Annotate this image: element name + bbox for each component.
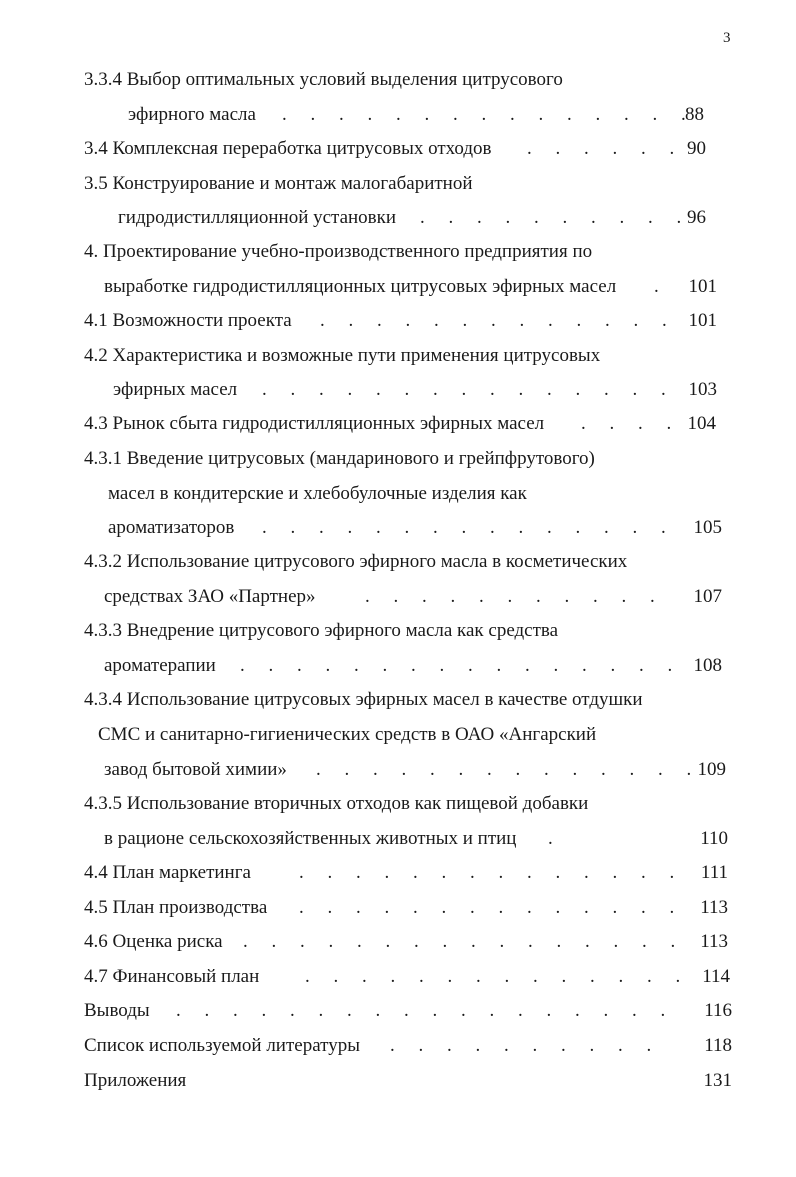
- toc-entry-4-3-5-line-2: в рационе сельскохозяйственных животных и птиц: [104, 828, 517, 849]
- toc-entry-4-5: 4.5 План производства: [84, 897, 268, 918]
- toc-page-number: 116: [704, 1000, 732, 1021]
- toc-dot-leader: . . . . . . . . . . . . . . . .: [240, 655, 673, 676]
- toc-dot-leader: .: [654, 276, 659, 297]
- toc-page-number: 108: [693, 655, 722, 676]
- toc-entry-4-3-4-line-1: 4.3.4 Использование цитрусовых эфирных масел в качестве отдушки: [84, 689, 643, 710]
- toc-dot-leader: . . . . . . . . . . . . . . .: [262, 517, 666, 538]
- toc-entry-conclusions: Выводы: [84, 1000, 150, 1021]
- toc-dot-leader: . . . . . . . . . .: [390, 1035, 652, 1056]
- toc-page-number: 113: [700, 897, 728, 918]
- toc-entry-4-3-1-line-1: 4.3.1 Введение цитрусовых (мандаринового и грейпфрутового): [84, 448, 595, 469]
- toc-dot-leader: . . . . . . . . . .: [420, 207, 682, 228]
- toc-page-number: 96: [687, 207, 706, 228]
- toc-page-number: 118: [704, 1035, 732, 1056]
- toc-dot-leader: . . . . . . . . . . . . . . .: [282, 104, 686, 125]
- toc-entry-4-3-2-line-1: 4.3.2 Использование цитрусового эфирного масла в косметических: [84, 551, 628, 572]
- toc-dot-leader: . . . . . .: [527, 138, 675, 159]
- toc-page-number: 103: [688, 379, 717, 400]
- toc-entry-4-3: 4.3 Рынок сбыта гидродистилляционных эфирных масел: [84, 413, 545, 434]
- toc-entry-3-4: 3.4 Комплексная переработка цитрусовых отходов: [84, 138, 492, 159]
- page-number: 3: [723, 30, 731, 46]
- toc-page-number: 101: [688, 310, 717, 331]
- toc-page-number: 110: [700, 828, 728, 849]
- toc-page-number: 104: [687, 413, 716, 434]
- toc-entry-4-7: 4.7 Финансовый план: [84, 966, 260, 987]
- toc-entry-4-3-3-line-1: 4.3.3 Внедрение цитрусового эфирного масла как средства: [84, 620, 559, 641]
- toc-dot-leader: . . . . . . . . . . . . . . . . . .: [176, 1000, 666, 1021]
- toc-page-number: 101: [688, 276, 717, 297]
- toc-page-number: 131: [703, 1070, 732, 1091]
- toc-dot-leader: . . . .: [581, 413, 672, 434]
- toc-entry-4-3-1-line-2: масел в кондитерские и хлебобулочные изделия как: [108, 483, 527, 504]
- toc-entry-4-1: 4.1 Возможности проекта: [84, 310, 292, 331]
- toc-entry-4-3-5-line-1: 4.3.5 Использование вторичных отходов как пищевой добавки: [84, 793, 589, 814]
- toc-dot-leader: . . . . . . . . . . . . . . . .: [243, 931, 676, 952]
- toc-page-number: 107: [693, 586, 722, 607]
- toc-entry-3-5-line-2: гидродистилляционной установки: [118, 207, 397, 228]
- toc-entry-3-3-4-line-2: эфирного масла: [128, 104, 256, 125]
- toc-entry-appendices: Приложения: [84, 1070, 187, 1091]
- toc-dot-leader: . . . . . . . . . . .: [365, 586, 655, 607]
- toc-entry-4-3-4-line-2: СМС и санитарно-гигиенических средств в ОАО «Ангарский: [98, 724, 597, 745]
- toc-entry-4-2-line-2: эфирных масел: [113, 379, 238, 400]
- toc-entry-3-5-line-1: 3.5 Конструирование и монтаж малогабаритной: [84, 173, 473, 194]
- toc-entry-4-4: 4.4 План маркетинга: [84, 862, 251, 883]
- toc-entry-4-3-1-line-3: ароматизаторов: [108, 517, 235, 538]
- toc-page-number: 111: [700, 862, 728, 883]
- toc-page-number: 105: [693, 517, 722, 538]
- toc-dot-leader: . . . . . . . . . . . . . .: [316, 759, 692, 780]
- toc-page-number: 113: [700, 931, 728, 952]
- toc-dot-leader: . . . . . . . . . . . . . .: [305, 966, 681, 987]
- toc-dot-leader: . . . . . . . . . . . . . .: [299, 862, 675, 883]
- toc-dot-leader: . . . . . . . . . . . . . . .: [262, 379, 666, 400]
- toc-dot-leader: .: [548, 828, 553, 849]
- toc-entry-4-line-2: выработке гидродистилляционных цитрусовых эфирных масел: [104, 276, 617, 297]
- toc-entry-3-3-4-line-1: 3.3.4 Выбор оптимальных условий выделения цитрусового: [84, 69, 563, 90]
- toc-page-number: 109: [697, 759, 726, 780]
- toc-entry-4-2-line-1: 4.2 Характеристика и возможные пути применения цитрусовых: [84, 345, 601, 366]
- toc-dot-leader: . . . . . . . . . . . . . .: [299, 897, 675, 918]
- toc-entry-4-6: 4.6 Оценка риска: [84, 931, 223, 952]
- toc-entry-4-line-1: 4. Проектирование учебно-производственного предприятия по: [84, 241, 593, 262]
- toc-entry-4-3-4-line-3: завод бытовой химии»: [104, 759, 287, 780]
- toc-page-number: 114: [702, 966, 730, 987]
- toc-page-number: 88: [685, 104, 704, 125]
- toc-entry-4-3-3-line-2: ароматерапии: [104, 655, 216, 676]
- toc-page-number: 90: [687, 138, 706, 159]
- toc-dot-leader: . . . . . . . . . . . . .: [320, 310, 667, 331]
- toc-entry-bibliography: Список используемой литературы: [84, 1035, 360, 1056]
- toc-entry-4-3-2-line-2: средствах ЗАО «Партнер»: [104, 586, 316, 607]
